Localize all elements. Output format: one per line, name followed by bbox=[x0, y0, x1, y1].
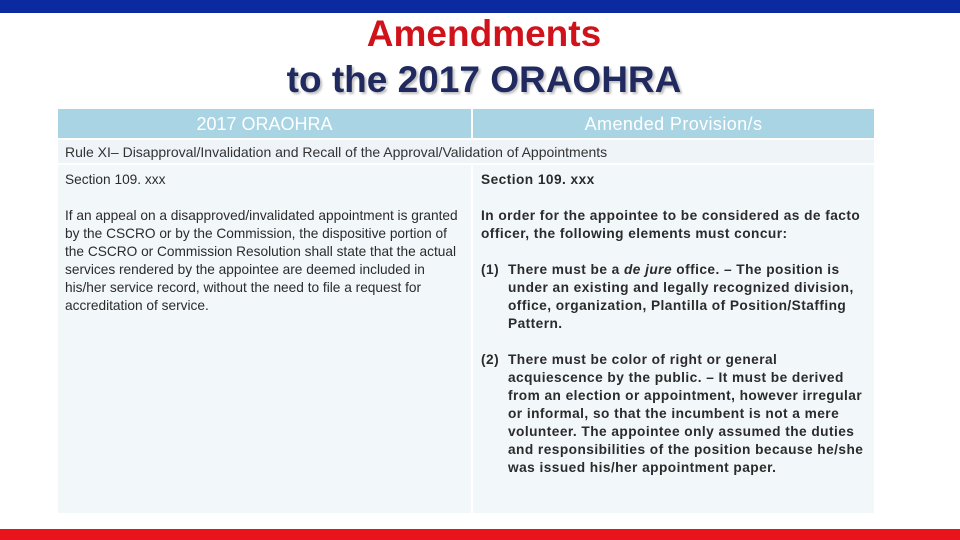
left-column-cell bbox=[58, 165, 471, 513]
title-line-2: to the 2017 ORAOHRA bbox=[286, 59, 682, 100]
element-item-1-emphasis: de jure bbox=[623, 262, 673, 277]
column-header-2017-oraohra: 2017 ORAOHRA bbox=[58, 109, 471, 138]
right-section-number: Section 109. xxx bbox=[481, 172, 595, 187]
left-section-number: Section 109. xxx bbox=[65, 172, 166, 187]
top-accent-bar bbox=[0, 0, 960, 13]
element-item-2 bbox=[481, 351, 870, 477]
element-item-1 bbox=[481, 261, 870, 333]
rule-heading-row: Rule XI– Disapproval/Invalidation and Recall of the Approval/Validation of Appointments bbox=[58, 140, 874, 163]
element-item-1-number: (1) bbox=[481, 262, 500, 277]
element-item-1-pre: There must be a bbox=[508, 262, 624, 277]
element-item-1-post: office. – The position is under an existing and legally recognized division, office, organization, Plantilla of Position/Staffing Pattern. bbox=[508, 262, 854, 331]
element-item-2-text: There must be color of right or general acquiescence by the public. – It must be derived from an election or appointment, however irregular or informal, so that the incumbent is not a mere volunteer. The appointee only assumed the duties and responsibilities of the position because he/she was issued his/her appointment paper. bbox=[508, 352, 864, 475]
left-provision-text: If an appeal on a disapproved/invalidated appointment is granted by the CSCRO or by the Commission, the dispositive portion of the CSCRO or Commission Resolution shall state that the actual services rendered by the appointee are deemed included in his/her service record, without the need to file a request for accreditation of service. bbox=[65, 208, 458, 313]
amendments-table bbox=[58, 109, 874, 513]
right-column-cell bbox=[473, 165, 874, 513]
right-intro-text: In order for the appointee to be considered as de facto officer, the following elements must concur: bbox=[481, 208, 861, 241]
title-line-1: Amendments bbox=[366, 13, 602, 54]
bottom-accent-bar bbox=[0, 529, 960, 540]
column-header-amended-provisions: Amended Provision/s bbox=[473, 109, 874, 138]
element-item-2-number: (2) bbox=[481, 352, 500, 367]
